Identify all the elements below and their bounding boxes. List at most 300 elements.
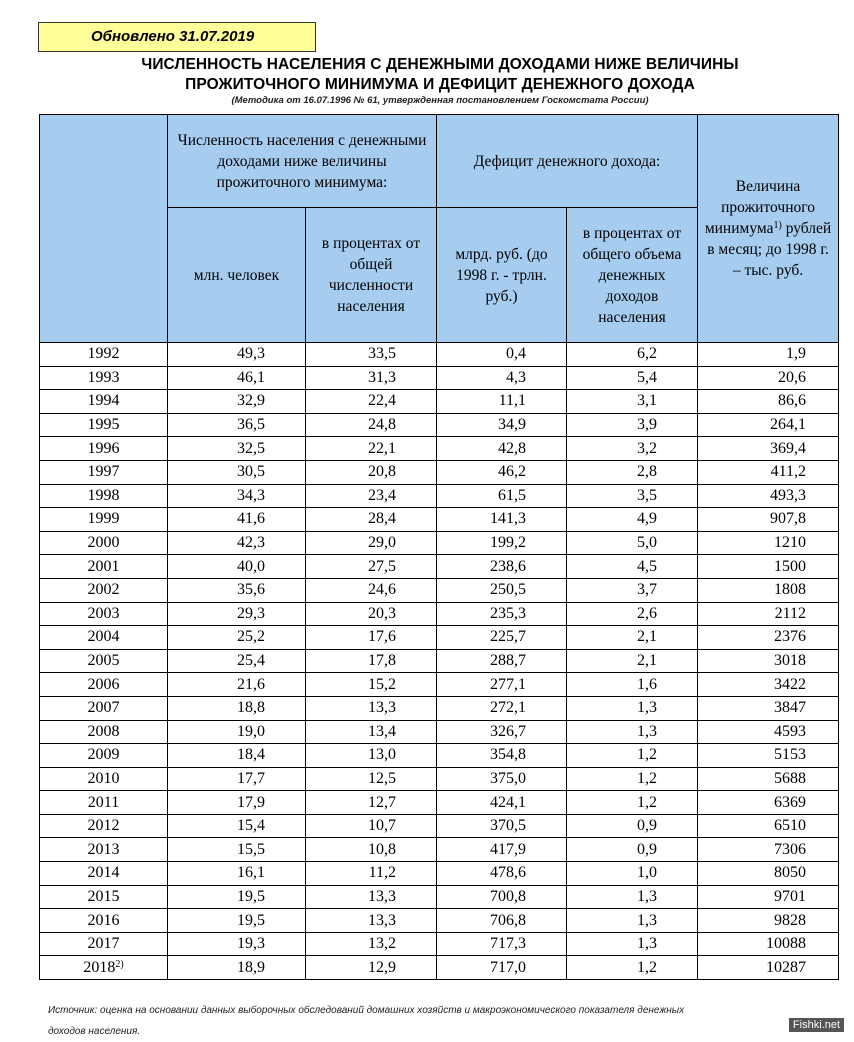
- mln-people-cell: [168, 460, 306, 484]
- pct-population-cell-value: 22,4: [368, 392, 396, 410]
- updated-date-label: Обновлено 31.07.2019: [38, 22, 316, 52]
- deficit-bln-cell-value: 417,9: [490, 840, 526, 858]
- year-cell-value: 1993: [87, 368, 120, 386]
- subsistence-min-cell: [698, 366, 839, 390]
- mln-people-cell-value: 18,4: [237, 746, 265, 764]
- pct-population-cell-value: 13,0: [368, 746, 396, 764]
- deficit-bln-cell-value: 277,1: [490, 675, 526, 693]
- pct-population-cell: [306, 460, 437, 484]
- deficit-bln-cell: [437, 744, 567, 768]
- subsistence-min-cell: [698, 885, 839, 909]
- table-row: [40, 343, 839, 367]
- mln-people-cell: [168, 626, 306, 650]
- year-cell: [40, 814, 168, 838]
- subsistence-min-cell-value: 9701: [774, 887, 807, 905]
- pct-population-cell: [306, 555, 437, 579]
- deficit-pct-cell-value: 3,9: [637, 416, 658, 434]
- year-cell: [40, 626, 168, 650]
- year-cell: [40, 366, 168, 390]
- subsistence-header-tail: рублей в месяц; до 1998 г. – тыс. руб.: [707, 220, 832, 279]
- deficit-pct-cell: [567, 956, 698, 980]
- deficit-pct-cell-value: 1,3: [637, 911, 658, 929]
- pct-population-cell: [306, 390, 437, 414]
- mln-people-cell-value: 35,6: [237, 581, 265, 599]
- subsistence-min-cell: [698, 626, 839, 650]
- source-note-line2: доходов населения.: [48, 1026, 141, 1037]
- year-cell: [40, 578, 168, 602]
- subsistence-min-cell-value: 2376: [774, 628, 807, 646]
- mln-people-cell-value: 18,8: [237, 699, 265, 717]
- pct-population-cell-value: 11,2: [368, 864, 396, 882]
- deficit-bln-cell-value: 326,7: [490, 722, 526, 740]
- pct-population-cell: [306, 366, 437, 390]
- subsistence-min-cell-value: 1500: [774, 557, 807, 575]
- deficit-bln-cell: [437, 508, 567, 532]
- pct-population-cell-value: 24,8: [368, 416, 396, 434]
- mln-people-cell-value: 36,5: [237, 416, 265, 434]
- mln-people-cell: [168, 437, 306, 461]
- mln-people-cell: [168, 767, 306, 791]
- pct-population-cell-value: 13,4: [368, 722, 396, 740]
- year-cell: [40, 460, 168, 484]
- subsistence-min-cell: [698, 696, 839, 720]
- year-cell: [40, 720, 168, 744]
- deficit-pct-cell-value: 5,0: [637, 534, 658, 552]
- source-note-line1: Источник: оценка на основании данных выборочных обследований домашних хозяйств и макроэкономического показателя денежных: [48, 1005, 685, 1016]
- pct-population-cell-value: 20,8: [368, 463, 396, 481]
- deficit-pct-cell-value: 5,4: [637, 368, 658, 386]
- mln-people-cell-value: 25,2: [237, 628, 265, 646]
- pct-population-cell-value: 24,6: [368, 581, 396, 599]
- pct-population-cell-value: 29,0: [368, 534, 396, 552]
- pct-population-cell-value: 17,6: [368, 628, 396, 646]
- pct-population-cell: [306, 343, 437, 367]
- subsistence-min-cell: [698, 862, 839, 886]
- mln-people-cell: [168, 413, 306, 437]
- mln-people-cell: [168, 484, 306, 508]
- table-row: [40, 696, 839, 720]
- deficit-bln-cell: [437, 437, 567, 461]
- table-row: [40, 555, 839, 579]
- mln-people-cell-value: 40,0: [237, 557, 265, 575]
- mln-people-cell: [168, 720, 306, 744]
- subsistence-min-cell-value: 411,2: [770, 463, 807, 481]
- pct-population-cell: [306, 484, 437, 508]
- table-body: [40, 343, 839, 980]
- pct-population-cell-value: 10,7: [368, 817, 396, 835]
- mln-people-cell-value: 49,3: [237, 345, 265, 363]
- deficit-bln-cell-value: 11,1: [498, 392, 526, 410]
- subsistence-min-cell-value: 86,6: [778, 392, 807, 410]
- pct-income-header: в процентах от общего объема денежных доходов населения: [567, 208, 698, 343]
- deficit-bln-cell-value: 42,8: [498, 439, 526, 457]
- year-cell-value: 2008: [87, 722, 120, 740]
- deficit-pct-cell: [567, 838, 698, 862]
- deficit-pct-cell: [567, 720, 698, 744]
- subsistence-header-label: Величина прожиточного минимума: [704, 178, 815, 237]
- table-row: [40, 508, 839, 532]
- deficit-pct-cell: [567, 343, 698, 367]
- deficit-pct-cell-value: 1,3: [637, 699, 658, 717]
- year-cell: [40, 531, 168, 555]
- subsistence-header: [698, 115, 839, 343]
- deficit-bln-cell-value: 478,6: [490, 864, 526, 882]
- pct-population-cell: [306, 413, 437, 437]
- pct-population-cell: [306, 932, 437, 956]
- year-cell: [40, 602, 168, 626]
- deficit-bln-cell-value: 370,5: [490, 817, 526, 835]
- mln-people-cell: [168, 649, 306, 673]
- pct-population-cell: [306, 720, 437, 744]
- deficit-pct-cell-value: 2,1: [637, 652, 658, 670]
- subsistence-min-cell-value: 3422: [774, 675, 807, 693]
- year-cell-value: 2018: [83, 958, 116, 976]
- watermark-logo: Fishki.net: [789, 1018, 844, 1032]
- year-cell: [40, 413, 168, 437]
- subsistence-min-cell: [698, 720, 839, 744]
- subsistence-min-cell: [698, 343, 839, 367]
- subsistence-min-cell: [698, 460, 839, 484]
- pct-population-cell: [306, 626, 437, 650]
- deficit-pct-cell: [567, 767, 698, 791]
- subsistence-min-cell-value: 10287: [766, 958, 807, 976]
- deficit-bln-cell-value: 717,0: [490, 958, 526, 976]
- deficit-pct-cell-value: 1,2: [637, 958, 658, 976]
- year-cell-value: 1996: [87, 439, 120, 457]
- year-cell-value: 2005: [87, 652, 120, 670]
- pct-population-cell-value: 33,5: [368, 345, 396, 363]
- subsistence-min-cell-value: 6369: [774, 793, 807, 811]
- year-cell: [40, 343, 168, 367]
- table-row: [40, 885, 839, 909]
- mln-people-cell: [168, 390, 306, 414]
- year-cell: [40, 767, 168, 791]
- deficit-pct-cell: [567, 649, 698, 673]
- data-table: [39, 114, 839, 980]
- subsistence-min-cell-value: 907,8: [770, 510, 807, 528]
- deficit-pct-cell: [567, 555, 698, 579]
- year-cell-value: 2017: [87, 935, 120, 953]
- mln-people-cell: [168, 814, 306, 838]
- subsistence-min-cell: [698, 673, 839, 697]
- subsistence-min-cell-value: 5153: [774, 746, 807, 764]
- pct-population-cell: [306, 885, 437, 909]
- deficit-pct-cell: [567, 814, 698, 838]
- mln-people-cell-value: 19,3: [237, 935, 265, 953]
- mln-people-cell-value: 30,5: [237, 463, 265, 481]
- deficit-pct-cell: [567, 413, 698, 437]
- pct-population-cell-value: 13,3: [368, 911, 396, 929]
- deficit-bln-cell: [437, 460, 567, 484]
- mln-people-cell: [168, 602, 306, 626]
- pct-population-header: в процентах от общей численности населения: [306, 208, 437, 343]
- year-cell-value: 2011: [87, 793, 120, 811]
- deficit-pct-cell: [567, 484, 698, 508]
- deficit-pct-cell: [567, 366, 698, 390]
- subsistence-min-cell: [698, 578, 839, 602]
- year-cell-value: 1997: [87, 463, 120, 481]
- pct-population-cell-value: 13,3: [368, 887, 396, 905]
- year-cell-value: 1999: [87, 510, 120, 528]
- deficit-bln-cell-value: 238,6: [490, 557, 526, 575]
- year-cell-value: 2004: [87, 628, 120, 646]
- table-row: [40, 437, 839, 461]
- subsistence-min-cell-value: 264,1: [770, 416, 807, 434]
- mln-people-cell: [168, 673, 306, 697]
- subsistence-min-cell-value: 7306: [774, 840, 807, 858]
- deficit-pct-cell-value: 1,3: [637, 722, 658, 740]
- subsistence-min-cell: [698, 649, 839, 673]
- table-row: [40, 531, 839, 555]
- year-cell: [40, 484, 168, 508]
- mln-people-cell: [168, 885, 306, 909]
- table-row: [40, 366, 839, 390]
- deficit-bln-cell-value: 235,3: [490, 604, 526, 622]
- deficit-bln-cell-value: 375,0: [490, 769, 526, 787]
- mln-people-cell: [168, 956, 306, 980]
- table-row: [40, 602, 839, 626]
- table-row: [40, 744, 839, 768]
- mln-people-cell-value: 19,0: [237, 722, 265, 740]
- pct-population-cell-value: 28,4: [368, 510, 396, 528]
- year-cell: [40, 885, 168, 909]
- mln-people-cell-value: 29,3: [237, 604, 265, 622]
- deficit-bln-cell: [437, 602, 567, 626]
- deficit-pct-cell: [567, 460, 698, 484]
- subsistence-min-cell-value: 6510: [774, 817, 807, 835]
- deficit-bln-cell: [437, 696, 567, 720]
- subsistence-min-cell-value: 10088: [766, 935, 807, 953]
- deficit-pct-cell: [567, 673, 698, 697]
- deficit-bln-cell-value: 141,3: [490, 510, 526, 528]
- year-cell-value: 1994: [87, 392, 120, 410]
- year-cell-value: 2013: [87, 840, 120, 858]
- year-cell-value: 2003: [87, 604, 120, 622]
- bln-rub-header: млрд. руб. (до 1998 г. - трлн. руб.): [437, 208, 567, 343]
- pct-population-cell-value: 20,3: [368, 604, 396, 622]
- subsistence-min-cell-value: 20,6: [778, 368, 807, 386]
- year-cell: [40, 862, 168, 886]
- mln-people-cell-value: 19,5: [237, 911, 265, 929]
- deficit-pct-cell-value: 1,2: [637, 769, 658, 787]
- mln-people-cell: [168, 909, 306, 933]
- deficit-pct-cell: [567, 578, 698, 602]
- mln-people-header: млн. человек: [168, 208, 306, 343]
- page-title-line1: ЧИСЛЕННОСТЬ НАСЕЛЕНИЯ С ДЕНЕЖНЫМИ ДОХОДАМИ НИЖЕ ВЕЛИЧИНЫ: [141, 56, 739, 73]
- deficit-pct-cell: [567, 626, 698, 650]
- subsistence-min-cell: [698, 956, 839, 980]
- pct-population-cell-value: 13,2: [368, 935, 396, 953]
- year-cell-value: 1992: [87, 345, 120, 363]
- deficit-pct-cell-value: 1,2: [637, 793, 658, 811]
- deficit-pct-cell-value: 0,9: [637, 817, 658, 835]
- deficit-bln-cell: [437, 932, 567, 956]
- deficit-bln-cell-value: 700,8: [490, 887, 526, 905]
- deficit-pct-cell: [567, 791, 698, 815]
- subsistence-min-cell-value: 2112: [774, 604, 807, 622]
- table-row: [40, 838, 839, 862]
- deficit-bln-cell-value: 272,1: [490, 699, 526, 717]
- mln-people-cell-value: 19,5: [237, 887, 265, 905]
- deficit-pct-cell-value: 3,7: [637, 581, 658, 599]
- subsistence-min-cell: [698, 932, 839, 956]
- pct-population-cell: [306, 814, 437, 838]
- deficit-pct-cell-value: 3,5: [637, 486, 658, 504]
- deficit-bln-cell: [437, 626, 567, 650]
- year-cell: [40, 555, 168, 579]
- deficit-group-header: Дефицит денежного дохода:: [437, 115, 698, 208]
- mln-people-cell-value: 46,1: [237, 368, 265, 386]
- year-cell-value: 2006: [87, 675, 120, 693]
- mln-people-cell-value: 17,7: [237, 769, 265, 787]
- deficit-pct-cell-value: 1,6: [637, 675, 658, 693]
- methodology-note: (Методика от 16.07.1996 № 61, утвержденная постановлением Госкомстата России): [231, 95, 649, 106]
- subsistence-min-cell: [698, 437, 839, 461]
- pct-population-cell: [306, 744, 437, 768]
- table-row: [40, 390, 839, 414]
- pct-population-cell: [306, 862, 437, 886]
- pct-population-cell-value: 17,8: [368, 652, 396, 670]
- deficit-pct-cell-value: 1,0: [637, 864, 658, 882]
- year-cell: [40, 791, 168, 815]
- subsistence-min-cell-value: 493,3: [770, 486, 807, 504]
- pct-population-cell-value: 10,8: [368, 840, 396, 858]
- pct-population-cell-value: 22,1: [368, 439, 396, 457]
- mln-people-cell-value: 25,4: [237, 652, 265, 670]
- deficit-bln-cell-value: 46,2: [498, 463, 526, 481]
- table-row: [40, 932, 839, 956]
- deficit-bln-cell: [437, 555, 567, 579]
- deficit-pct-cell-value: 3,1: [637, 392, 658, 410]
- deficit-pct-cell-value: 2,6: [637, 604, 658, 622]
- mln-people-cell: [168, 578, 306, 602]
- table-row: [40, 862, 839, 886]
- deficit-pct-cell: [567, 531, 698, 555]
- subsistence-min-cell: [698, 767, 839, 791]
- year-cell-value: 2016: [87, 911, 120, 929]
- mln-people-cell-value: 32,9: [237, 392, 265, 410]
- year-cell-value: 1998: [87, 486, 120, 504]
- deficit-bln-cell: [437, 791, 567, 815]
- subsistence-min-cell: [698, 744, 839, 768]
- deficit-bln-cell: [437, 838, 567, 862]
- pct-population-cell: [306, 602, 437, 626]
- deficit-bln-cell: [437, 413, 567, 437]
- year-footnote-mark: 2): [115, 958, 124, 970]
- deficit-bln-cell: [437, 909, 567, 933]
- subsistence-min-cell-value: 8050: [774, 864, 807, 882]
- year-cell-value: 2001: [87, 557, 120, 575]
- subsistence-min-cell-value: 1,9: [786, 345, 807, 363]
- mln-people-cell-value: 21,6: [237, 675, 265, 693]
- year-cell: [40, 932, 168, 956]
- pct-population-cell-value: 23,4: [368, 486, 396, 504]
- deficit-bln-cell-value: 717,3: [490, 935, 526, 953]
- subsistence-min-cell-value: 4593: [774, 722, 807, 740]
- year-cell-value: 2012: [87, 817, 120, 835]
- deficit-bln-cell: [437, 484, 567, 508]
- deficit-bln-cell: [437, 673, 567, 697]
- deficit-pct-cell-value: 1,3: [637, 887, 658, 905]
- deficit-pct-cell-value: 0,9: [637, 840, 658, 858]
- year-cell-value: 2009: [87, 746, 120, 764]
- table-row: [40, 814, 839, 838]
- deficit-pct-cell-value: 4,5: [637, 557, 658, 575]
- subsistence-min-cell: [698, 555, 839, 579]
- subsistence-min-cell-value: 1808: [774, 581, 807, 599]
- pct-population-cell: [306, 956, 437, 980]
- subsistence-min-cell: [698, 531, 839, 555]
- deficit-pct-cell: [567, 932, 698, 956]
- deficit-pct-cell: [567, 862, 698, 886]
- mln-people-cell: [168, 744, 306, 768]
- table-row: [40, 956, 839, 980]
- deficit-bln-cell-value: 0,4: [506, 345, 526, 363]
- mln-people-cell-value: 16,1: [237, 864, 265, 882]
- mln-people-cell-value: 18,9: [237, 958, 265, 976]
- deficit-pct-cell-value: 4,9: [637, 510, 658, 528]
- subsistence-min-cell-value: 3847: [774, 699, 807, 717]
- table-row: [40, 909, 839, 933]
- mln-people-cell: [168, 343, 306, 367]
- year-cell-value: 2000: [87, 534, 120, 552]
- deficit-pct-cell: [567, 885, 698, 909]
- mln-people-cell: [168, 531, 306, 555]
- mln-people-cell: [168, 696, 306, 720]
- deficit-bln-cell-value: 424,1: [490, 793, 526, 811]
- deficit-pct-cell-value: 1,3: [637, 935, 658, 953]
- deficit-pct-cell-value: 2,8: [637, 463, 658, 481]
- deficit-bln-cell: [437, 814, 567, 838]
- deficit-bln-cell-value: 288,7: [490, 652, 526, 670]
- pct-population-cell-value: 12,5: [368, 769, 396, 787]
- table-row: [40, 649, 839, 673]
- source-note: [48, 1000, 828, 1042]
- subsistence-min-cell: [698, 413, 839, 437]
- pct-population-cell: [306, 767, 437, 791]
- deficit-bln-cell: [437, 885, 567, 909]
- deficit-bln-cell: [437, 578, 567, 602]
- year-cell-value: 2010: [87, 769, 120, 787]
- year-cell: [40, 838, 168, 862]
- subsistence-min-cell-value: 369,4: [770, 439, 807, 457]
- year-cell: [40, 649, 168, 673]
- deficit-pct-cell: [567, 909, 698, 933]
- subsistence-min-cell: [698, 909, 839, 933]
- deficit-bln-cell-value: 225,7: [490, 628, 526, 646]
- year-cell-value: 2014: [87, 864, 120, 882]
- deficit-bln-cell-value: 250,5: [490, 581, 526, 599]
- subsistence-min-cell-value: 9828: [774, 911, 807, 929]
- deficit-pct-cell: [567, 508, 698, 532]
- year-cell-value: 2002: [87, 581, 120, 599]
- year-cell-value: 2015: [87, 887, 120, 905]
- mln-people-cell: [168, 366, 306, 390]
- pct-population-cell: [306, 909, 437, 933]
- table-row: [40, 460, 839, 484]
- table-row: [40, 720, 839, 744]
- table-row: [40, 578, 839, 602]
- pct-population-cell: [306, 649, 437, 673]
- pct-population-cell-value: 13,3: [368, 699, 396, 717]
- pct-population-cell: [306, 578, 437, 602]
- pct-population-cell: [306, 508, 437, 532]
- population-group-header: Численность населения с денежными доходами ниже величины прожиточного минимума:: [168, 115, 437, 208]
- year-cell: [40, 956, 168, 980]
- mln-people-cell: [168, 791, 306, 815]
- pct-population-cell: [306, 696, 437, 720]
- year-cell: [40, 696, 168, 720]
